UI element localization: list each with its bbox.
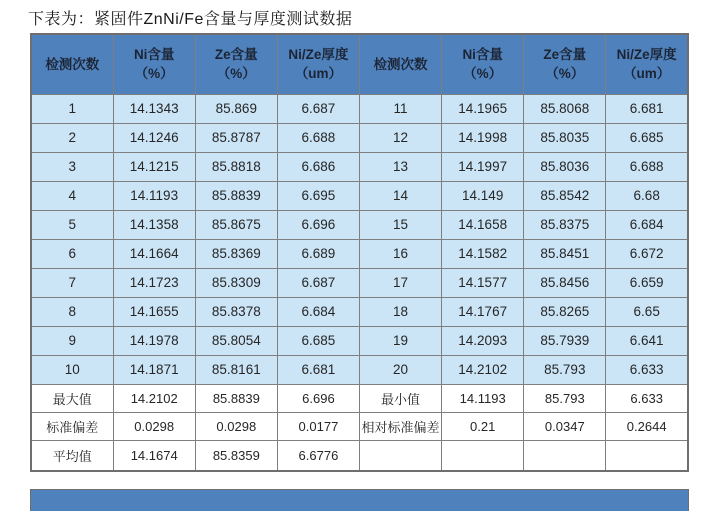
row-label-cell — [360, 440, 442, 471]
value-cell: 6.686 — [277, 152, 359, 181]
value-cell: 14.1978 — [113, 326, 195, 355]
value-cell: 6.65 — [606, 297, 688, 326]
value-cell: 14.1215 — [113, 152, 195, 181]
row-number-cell: 17 — [360, 268, 442, 297]
value-cell: 85.8359 — [195, 440, 277, 471]
header-unit: （%） — [216, 66, 256, 82]
row-number-cell: 13 — [360, 152, 442, 181]
value-cell: 14.1997 — [442, 152, 524, 181]
table-body — [31, 94, 688, 471]
header-cell-nize-thickness-2 — [606, 34, 688, 94]
header-unit: （%） — [134, 66, 174, 82]
row-number-cell: 4 — [31, 181, 113, 210]
row-number-cell: 20 — [360, 355, 442, 384]
value-cell: 0.0298 — [113, 412, 195, 440]
value-cell: 85.8787 — [195, 123, 277, 152]
row-number-cell: 14 — [360, 181, 442, 210]
value-cell: 0.0347 — [524, 412, 606, 440]
table-row — [31, 326, 688, 355]
header-cell-test-number-2 — [360, 34, 442, 94]
value-cell: 6.685 — [606, 123, 688, 152]
row-number-cell: 12 — [360, 123, 442, 152]
measurement-table — [30, 33, 689, 472]
value-cell: 14.1577 — [442, 268, 524, 297]
row-number-cell: 9 — [31, 326, 113, 355]
value-cell: 85.793 — [524, 355, 606, 384]
header-cell-ze-content — [195, 34, 277, 94]
value-cell: 85.8309 — [195, 268, 277, 297]
value-cell: 14.1965 — [442, 94, 524, 123]
value-cell: 6.687 — [277, 268, 359, 297]
summary-row — [31, 440, 688, 471]
value-cell: 85.8265 — [524, 297, 606, 326]
value-cell: 85.8375 — [524, 210, 606, 239]
row-label-cell: 平均值 — [31, 440, 113, 471]
header-unit: （um） — [294, 66, 343, 82]
table-row — [31, 239, 688, 268]
value-cell: 14.1998 — [442, 123, 524, 152]
header-row — [31, 34, 688, 94]
header-cell-test-number — [31, 34, 113, 94]
row-number-cell: 6 — [31, 239, 113, 268]
row-number-cell: 8 — [31, 297, 113, 326]
value-cell — [606, 440, 688, 471]
table-row — [31, 210, 688, 239]
value-cell: 6.672 — [606, 239, 688, 268]
table-row — [31, 123, 688, 152]
row-number-cell: 16 — [360, 239, 442, 268]
header-unit: （%） — [545, 66, 585, 82]
value-cell: 0.0177 — [277, 412, 359, 440]
value-cell: 85.8839 — [195, 181, 277, 210]
value-cell: 6.681 — [606, 94, 688, 123]
value-cell: 14.149 — [442, 181, 524, 210]
value-cell: 85.8378 — [195, 297, 277, 326]
value-cell: 85.8542 — [524, 181, 606, 210]
value-cell: 14.1723 — [113, 268, 195, 297]
table-row — [31, 181, 688, 210]
header-label: Ni/Ze厚度 — [288, 47, 349, 63]
header-cell-ni-content — [113, 34, 195, 94]
value-cell: 6.688 — [277, 123, 359, 152]
value-cell: 6.659 — [606, 268, 688, 297]
value-cell: 14.1655 — [113, 297, 195, 326]
header-label: 检测次数 — [45, 56, 100, 72]
row-number-cell: 11 — [360, 94, 442, 123]
row-number-cell: 7 — [31, 268, 113, 297]
value-cell: 6.688 — [606, 152, 688, 181]
value-cell — [524, 440, 606, 471]
value-cell: 85.8036 — [524, 152, 606, 181]
value-cell: 14.1664 — [113, 239, 195, 268]
row-number-cell: 19 — [360, 326, 442, 355]
value-cell: 14.1767 — [442, 297, 524, 326]
value-cell: 14.1582 — [442, 239, 524, 268]
row-number-cell: 15 — [360, 210, 442, 239]
row-number-cell: 2 — [31, 123, 113, 152]
value-cell: 85.8456 — [524, 268, 606, 297]
value-cell: 6.684 — [277, 297, 359, 326]
value-cell: 14.1343 — [113, 94, 195, 123]
value-cell: 6.641 — [606, 326, 688, 355]
value-cell: 85.8369 — [195, 239, 277, 268]
value-cell: 6.6776 — [277, 440, 359, 471]
value-cell: 14.1193 — [113, 181, 195, 210]
header-unit: （%） — [463, 66, 503, 82]
table-row — [31, 152, 688, 181]
value-cell: 14.2102 — [442, 355, 524, 384]
value-cell: 6.687 — [277, 94, 359, 123]
value-cell: 85.869 — [195, 94, 277, 123]
value-cell: 6.681 — [277, 355, 359, 384]
value-cell: 85.793 — [524, 384, 606, 412]
row-label-cell: 最大值 — [31, 384, 113, 412]
next-table-header-strip — [30, 489, 689, 511]
value-cell: 0.0298 — [195, 412, 277, 440]
header-cell-nize-thickness — [277, 34, 359, 94]
summary-row — [31, 384, 688, 412]
value-cell: 6.696 — [277, 210, 359, 239]
value-cell: 0.21 — [442, 412, 524, 440]
value-cell: 6.689 — [277, 239, 359, 268]
row-number-cell: 18 — [360, 297, 442, 326]
value-cell: 85.8451 — [524, 239, 606, 268]
row-number-cell: 10 — [31, 355, 113, 384]
table-row — [31, 268, 688, 297]
header-label: 检测次数 — [373, 56, 428, 72]
header-unit: （um） — [623, 66, 671, 82]
value-cell: 6.633 — [606, 355, 688, 384]
page-title: 下表为：紧固件ZnNi/Fe含量与厚度测试数据 — [28, 11, 353, 28]
row-label-cell: 相对标准偏差 — [360, 412, 442, 440]
value-cell: 14.1193 — [442, 384, 524, 412]
value-cell: 85.8675 — [195, 210, 277, 239]
row-label-cell: 标准偏差 — [31, 412, 113, 440]
header-label: Ze含量 — [214, 47, 258, 63]
table-row — [31, 297, 688, 326]
value-cell: 6.633 — [606, 384, 688, 412]
value-cell: 14.1871 — [113, 355, 195, 384]
value-cell — [442, 440, 524, 471]
header-label: Ni含量 — [462, 47, 503, 63]
row-number-cell: 1 — [31, 94, 113, 123]
header-label: Ni/Ze厚度 — [616, 47, 677, 63]
value-cell: 6.684 — [606, 210, 688, 239]
value-cell: 6.695 — [277, 181, 359, 210]
header-cell-ni-content-2 — [442, 34, 524, 94]
header-label: Ni含量 — [133, 47, 175, 63]
value-cell: 85.8068 — [524, 94, 606, 123]
header-label: Ze含量 — [543, 47, 587, 63]
row-number-cell: 3 — [31, 152, 113, 181]
row-number-cell: 5 — [31, 210, 113, 239]
value-cell: 85.8161 — [195, 355, 277, 384]
value-cell: 85.8818 — [195, 152, 277, 181]
value-cell: 14.2093 — [442, 326, 524, 355]
value-cell: 6.68 — [606, 181, 688, 210]
value-cell: 85.8054 — [195, 326, 277, 355]
value-cell: 0.2644 — [606, 412, 688, 440]
value-cell: 6.696 — [277, 384, 359, 412]
value-cell: 6.685 — [277, 326, 359, 355]
value-cell: 85.8035 — [524, 123, 606, 152]
value-cell: 85.8839 — [195, 384, 277, 412]
header-cell-ze-content-2 — [524, 34, 606, 94]
value-cell: 14.1658 — [442, 210, 524, 239]
value-cell: 14.1246 — [113, 123, 195, 152]
table-row — [31, 94, 688, 123]
value-cell: 14.1358 — [113, 210, 195, 239]
row-label-cell: 最小值 — [360, 384, 442, 412]
summary-row — [31, 412, 688, 440]
value-cell: 85.7939 — [524, 326, 606, 355]
value-cell: 14.1674 — [113, 440, 195, 471]
table-header — [31, 34, 688, 94]
table-row — [31, 355, 688, 384]
value-cell: 14.2102 — [113, 384, 195, 412]
